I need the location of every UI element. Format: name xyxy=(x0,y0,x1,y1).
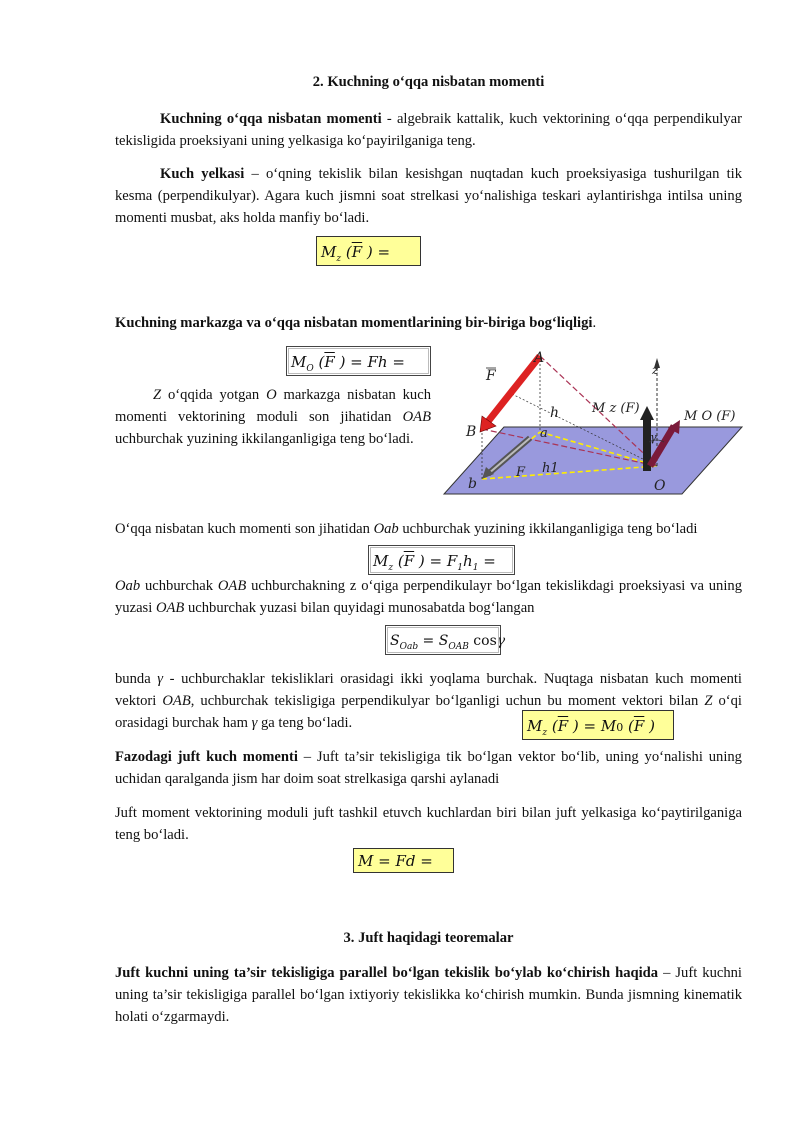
gp-text-1: bunda xyxy=(115,671,158,687)
theorem-dot: . xyxy=(225,1009,230,1025)
relation-heading xyxy=(115,312,742,334)
gp-oab: OAB xyxy=(162,693,191,709)
section3-title: 3. Juft haqidagi teoremalar xyxy=(343,930,514,946)
relation-paragraph xyxy=(115,384,431,450)
arm-term: Kuch yelkasi xyxy=(160,166,245,182)
label-Mz: M z (F) xyxy=(592,401,640,416)
label-O: O xyxy=(654,478,666,494)
moment-diagram xyxy=(442,342,747,497)
label-a: a xyxy=(540,426,548,441)
z-axis-ref: Z xyxy=(153,387,162,403)
arm-def-text: – o‘qning tekislik bilan kesishgan nuqtadan kuch proeksiyasiga tushurilgan tik kesma (perpendikulyar). Agara kuch jismni soat strelkasi yo‘nalishiga teskari aylantirishga intilsa uning momenti musbat, aks holda manfiy bo‘ladi. xyxy=(115,166,743,226)
moment-term: Kuchning o‘qqa nisbatan momenti xyxy=(160,111,382,127)
relation-heading-text: Kuchning markazga va o‘qqa nisbatan momentlarining bir-biriga bog‘liqligi xyxy=(115,315,593,331)
theorem-term: Juft kuchni uning ta’sir tekisligiga parallel bo‘lgan tekislik bo‘ylab ko‘chirish haqida xyxy=(115,965,659,981)
gp-text-3: , uchburchak tekisligiga perpendikulyar bo‘lganligi uchun bu moment vektori bilan xyxy=(190,693,705,709)
label-B: B xyxy=(466,424,477,440)
am-text-2: uchburchak yuzining ikkilanganligiga teng bo‘ladi xyxy=(398,521,698,537)
couple-modulus-paragraph: Juft moment vektorining moduli juft tashkil etuvch kuchlardan biri bilan juft yelkasiga ko‘paytirilganiga teng bo‘ladi. xyxy=(115,805,742,843)
label-Fproj: F xyxy=(516,465,526,480)
gp-text-5: ga teng bo‘ladi. xyxy=(257,715,353,731)
label-F: F xyxy=(486,368,496,384)
moment-definition xyxy=(115,108,742,152)
label-MO: M O (F) xyxy=(684,409,736,424)
section-title: 2. Kuchning o‘qqa nisbatan momenti xyxy=(312,74,545,90)
label-h1: h1 xyxy=(542,461,559,476)
formula-mo: $M_O$ ($\overline{F}$ ) = Fh = xyxy=(286,346,431,376)
plane xyxy=(444,427,742,494)
gp-gamma2: γ xyxy=(251,715,258,731)
moment-def-text: - algebraik kattalik, kuch vektorining o‘qqa perpendikulyar tekisligida proeksiyani uning yelkasiga ko‘payirilganiga teng. xyxy=(115,111,742,149)
label-A: A xyxy=(534,350,545,366)
gp-gamma: γ xyxy=(157,671,164,687)
axis-moment-paragraph xyxy=(115,518,742,540)
label-gamma: γ xyxy=(650,431,657,444)
oab-ref: OAB xyxy=(402,409,431,425)
label-z: z xyxy=(652,363,659,377)
label-b: b xyxy=(468,476,477,492)
formula-area: $S_{Oab} = S_{OAB}$ cosγ xyxy=(385,625,501,655)
formula-f1h1: $M_z$ ($\overline{F}$ ) = $F_1h_1$ = xyxy=(368,545,515,575)
formula-mz: $M_z$ ($\overline{F}$ ) = xyxy=(316,236,421,266)
couple-paragraph xyxy=(115,746,742,790)
pp-oab1: Oab xyxy=(115,578,141,594)
gp-z: Z xyxy=(704,693,713,709)
rel-text-1: o‘qqida yotgan xyxy=(161,387,267,403)
gp-text-2: - uchburchaklar tekisliklari orasidagi ikki yoqlama burchak. Nuqtaga nisbatan kuch momenti vektori xyxy=(115,671,742,709)
couple-text: – Juft ta’sir tekisligiga tik bo‘lgan vektor bo‘lib, uning yo‘nalishi uning uchidan qaralganda jism har doim soat strelkasiga qarshi aylanadi xyxy=(115,749,742,787)
formula-fd: M = Fd = xyxy=(353,848,454,873)
force-vector xyxy=(486,356,540,424)
theorem-text: – Juft kuchni uning ta’sir tekisligiga parallel bo‘lgan ixtiyoriy tekislikka ko‘chirish mumkin. Bunda jismning kinematik holati o‘zgarmaydi xyxy=(115,965,742,1025)
pp-text-3: uchburchak yuzasi bilan quyidagi munosabatda bog‘langan xyxy=(184,600,535,616)
theorem-paragraph xyxy=(115,962,742,1028)
gp-text-4: o‘qi orasidagi burchak ham xyxy=(115,693,742,731)
label-h: h xyxy=(550,405,560,421)
pp-oab3: OAB xyxy=(155,600,185,616)
pp-text-2: uchburchakning z o‘qiga perpendikulayr bo‘lgan tekislikdagi proeksiyasi va uning yuzasi xyxy=(115,578,742,616)
am-text-1: O‘qqa nisbatan kuch momenti son jihatidan xyxy=(115,521,374,537)
mz-arrowhead xyxy=(640,406,654,420)
o-center-ref: O xyxy=(266,387,277,403)
relation-heading-dot: . xyxy=(592,315,597,331)
rel-text-2: markazga nisbatan kuch momenti vektorining moduli son jihatidan xyxy=(115,387,431,425)
couple-term: Fazodagi juft kuch momenti xyxy=(115,749,298,765)
formula-mz-mo: $M_z$ ($\overline{F}$ ) = M0 ($\overline{F}$ ) xyxy=(522,710,674,740)
pp-text-1: uchburchak xyxy=(140,578,218,594)
rel-text-3: uchburchak yuzining ikkilanganligiga teng bo‘ladi. xyxy=(115,431,414,447)
arm-definition xyxy=(115,163,742,229)
pp-oab2: OAB xyxy=(217,578,247,594)
am-oab: Oab xyxy=(373,521,399,537)
projection-paragraph xyxy=(115,575,742,619)
